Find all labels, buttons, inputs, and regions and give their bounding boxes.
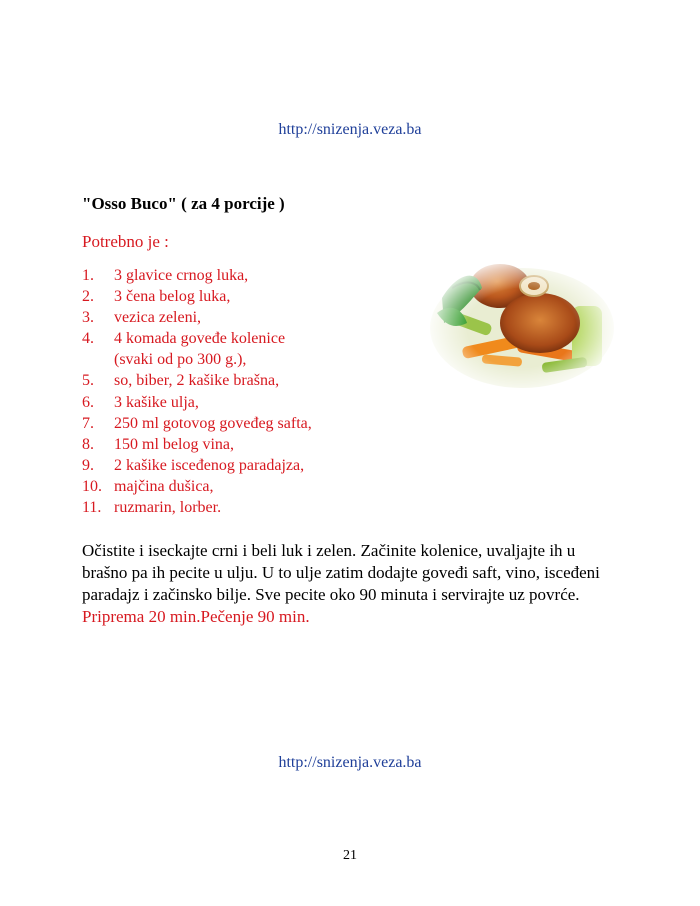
instructions-text: Očistite i iseckajte crni i beli luk i zelen. Začinite kolenice, uvaljajte ih u brašno pa ih pecite u ulju. U to ulje zatim dodajte goveđi saft, vino, isceđeni paradajz i začinsko bilje. Sve pecite oko 90 minuta i servirajte uz povrće. bbox=[82, 541, 600, 604]
list-item bbox=[82, 392, 312, 413]
instructions-paragraph bbox=[82, 540, 622, 628]
item-text: 150 ml belog vina, bbox=[114, 435, 234, 453]
item-number: 2. bbox=[82, 288, 94, 306]
ingredients-heading: Potrebno je : bbox=[82, 232, 169, 251]
list-item bbox=[82, 413, 312, 434]
item-text: 250 ml gotovog goveđeg safta, bbox=[114, 414, 312, 432]
item-number: 10. bbox=[82, 477, 102, 495]
item-text: 2 kašike isceđenog paradajza, bbox=[114, 456, 305, 474]
item-text: 3 glavice crnog luka, bbox=[114, 267, 249, 284]
ingredients-list bbox=[82, 265, 312, 518]
list-item bbox=[82, 434, 312, 455]
dish-photo bbox=[422, 228, 620, 433]
footer-link[interactable]: http://snizenja.veza.ba bbox=[278, 754, 422, 771]
item-number: 5. bbox=[82, 372, 94, 390]
item-number: 8. bbox=[82, 435, 94, 453]
item-text: 3 kašike ulja, bbox=[114, 393, 199, 411]
item-text: 4 komada goveđe kolenice bbox=[114, 330, 286, 348]
item-text: 3 čena belog luka, bbox=[114, 288, 231, 306]
list-item bbox=[82, 328, 312, 370]
item-number: 9. bbox=[82, 456, 94, 474]
header-link[interactable]: http://snizenja.veza.ba bbox=[278, 121, 422, 138]
list-item bbox=[82, 370, 312, 391]
list-item bbox=[82, 476, 312, 497]
item-number: 4. bbox=[82, 330, 94, 348]
item-number: 3. bbox=[82, 309, 94, 327]
list-item bbox=[82, 307, 312, 328]
item-text-continued: (svaki od po 300 g.), bbox=[114, 351, 247, 369]
item-text: so, biber, 2 kašike brašna, bbox=[114, 372, 280, 390]
item-number: 11. bbox=[82, 499, 102, 517]
list-item bbox=[82, 455, 312, 476]
time-note: Priprema 20 min.Pečenje 90 min. bbox=[82, 607, 310, 626]
recipe-title: "Osso Buco" ( za 4 porcije ) bbox=[82, 194, 285, 213]
list-item bbox=[82, 497, 312, 518]
item-number: 1. bbox=[82, 267, 94, 284]
item-text: majčina dušica, bbox=[114, 477, 214, 495]
list-item bbox=[82, 286, 312, 307]
item-number: 7. bbox=[82, 414, 94, 432]
page-number: 21 bbox=[343, 848, 357, 863]
list-item bbox=[82, 265, 312, 286]
item-number: 6. bbox=[82, 393, 94, 411]
item-text: ruzmarin, lorber. bbox=[114, 499, 222, 517]
item-text: vezica zeleni, bbox=[114, 309, 202, 327]
